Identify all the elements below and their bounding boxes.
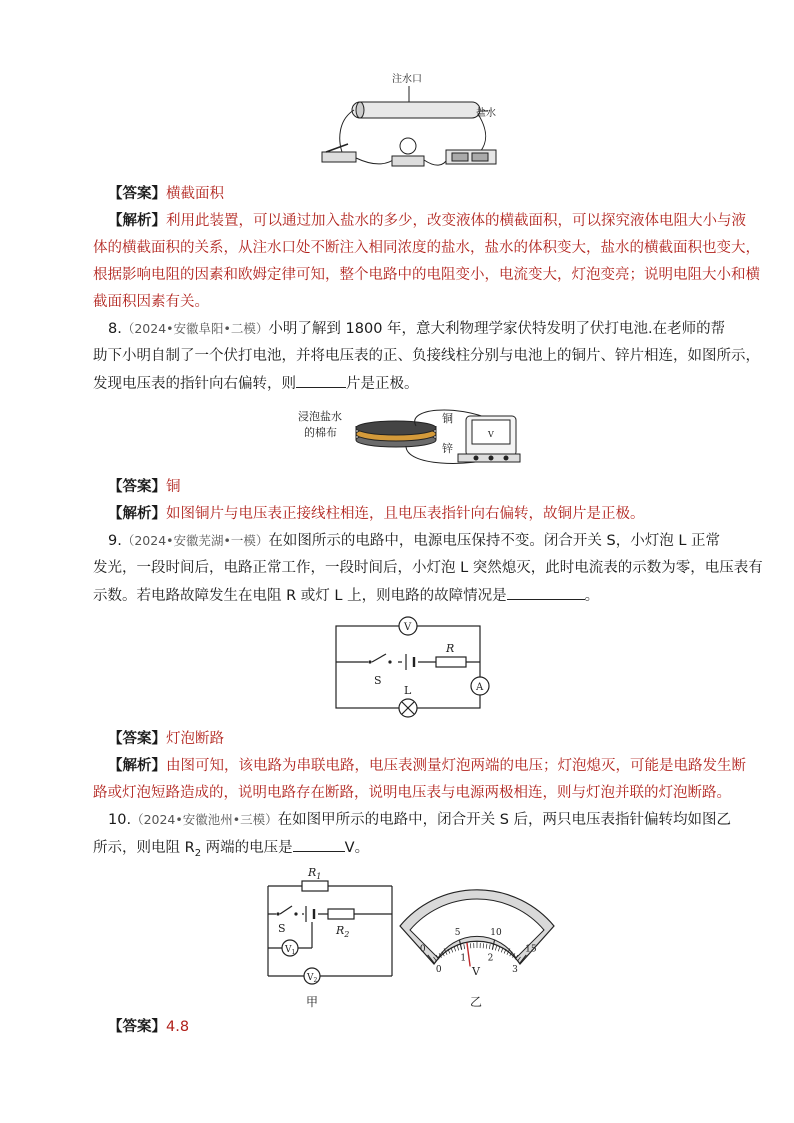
dial-tick (486, 944, 487, 949)
q8-stem-line-2: 助下小明自制了一个伏打电池，并将电压表的正、负接线柱分别与电池上的铜片、锌片相连，如图所示， (93, 348, 760, 364)
copper-label: 铜 (442, 412, 453, 425)
q9-stem-line-1: 9.（2024•安徽芜湖•一模）在如图所示的电路中，电源电压保持不变。闭合开关 S，小灯泡 L 正常 (108, 533, 721, 549)
copper-plate-shape (356, 421, 436, 435)
dial-tick (454, 947, 456, 952)
dial-inner-label: 2 (487, 953, 494, 964)
dial-outer-label: 15 (525, 944, 537, 955)
q9-analysis-line-1: 【解析】由图可知，该电路为串联电路，电压表测量灯泡两端的电压；灯泡熄灭，可能是电路发生断 (108, 758, 746, 774)
q10-answer-blank[interactable] (293, 837, 345, 852)
q10-s-label: S (278, 922, 286, 935)
q9-r-label: R (446, 642, 455, 655)
svg-text:V: V (404, 622, 412, 633)
bulb-shape (400, 138, 416, 154)
tube-shape (352, 102, 480, 118)
q9-s-label: S (374, 674, 382, 687)
q10-circuit-jia-figure (262, 862, 402, 1012)
dial-tick (457, 946, 458, 951)
switch-shape (322, 152, 356, 162)
q9-resistor-r (436, 657, 466, 667)
q9-analysis-line-2: 路或灯泡短路造成的，说明电路存在断路，说明电压表与电源两极相连，则与灯泡并联的灯泡断路。 (93, 785, 731, 801)
q9-l-label: L (404, 684, 412, 697)
svg-text:V2: $V_2$ (307, 973, 318, 984)
q7-answer: 【答案】横截面积 (108, 186, 224, 202)
dial-inner-label: 1 (460, 953, 467, 964)
q8-answer-blank[interactable] (296, 373, 346, 388)
dial-tick (489, 944, 490, 949)
dial-outer-label: 5 (454, 928, 461, 939)
dial-unit-label: V (472, 965, 480, 978)
q10-stem-line-2: 所示，则电阻 $R_2$ 两端的电压是 V。 (93, 837, 369, 864)
svg-text:V: V (488, 430, 494, 439)
voltaic-pile-figure (296, 404, 526, 470)
dial-needle (467, 943, 470, 967)
svg-text:R2: $R_2$ (336, 924, 350, 939)
q7-analysis-line-4: 截面积因素有关。 (93, 294, 209, 310)
inlet-label: 注水口 (392, 74, 422, 85)
caption-jia: 甲 (306, 995, 319, 1009)
dial-tick (498, 947, 500, 952)
bulb-base-shape (392, 156, 424, 166)
q9-circuit-figure (330, 614, 494, 720)
q9-stem-line-2: 发光，一段时间后，电路正常工作，一段时间后，小灯泡 L 突然熄灭，此时电流表的示数为零，电压表有 (93, 560, 763, 576)
q7-analysis-line-1: 【解析】利用此装置，可以通过加入盐水的多少，改变液体的横截面积，可以探究液体电阻大小与液 (108, 213, 746, 229)
q8-stem-line-3: 发现电压表的指针向右偏转，则 片是正极。 (93, 373, 419, 394)
q7-analysis-line-2: 体的横截面积的关系，从注水口处不断注入相同浓度的盐水，盐水的体积变大，盐水的横截面积也变大， (93, 240, 760, 256)
q10-stem-line-1: 10.（2024•安徽池州•三模）在如图甲所示的电路中，闭合开关 S 后，两只电压表指针偏转均如图乙 (108, 812, 732, 828)
q8-analysis: 【解析】如图铜片与电压表正接线柱相连，且电压表指针向右偏转，故铜片是正极。 (108, 506, 645, 522)
caption-yi: 乙 (470, 995, 483, 1009)
saltwater-label: 盐水 (476, 108, 496, 119)
dial-inner-label: 3 (512, 965, 518, 976)
q9-answer-blank[interactable] (507, 585, 585, 600)
q10-voltmeter-dial-figure (396, 880, 558, 1010)
saltwater-tube-figure (318, 70, 508, 178)
dial-tick (464, 944, 465, 949)
q9-answer: 【答案】灯泡断路 (108, 731, 224, 747)
q9-stem-line-3: 示数。若电路故障发生在电阻 R 或灯 L 上，则电路的故障情况是 。 (93, 585, 599, 606)
svg-text:V1: $V_1$ (285, 945, 296, 956)
cloth-label-2: 的棉布 (304, 426, 337, 439)
q7-analysis-line-3: 根据影响电阻的因素和欧姆定律可知，整个电路中的电阻变小，电流变大，灯泡变亮；说明电阻大小和横 (93, 267, 760, 283)
q10-answer: 【答案】4.8 (108, 1019, 190, 1035)
dial-outer-label: 0 (419, 944, 426, 955)
zinc-label: 锌 (442, 442, 453, 455)
q10-resistor-r2 (328, 909, 354, 919)
cloth-label-1: 浸泡盐水 (298, 410, 342, 423)
q8-stem-line-1: 8.（2024•安徽阜阳•二模）小明了解到 1800 年，意大利物理学家伏特发明了伏打电池.在老师的帮 (108, 321, 726, 337)
q8-answer: 【答案】铜 (108, 479, 181, 495)
dial-tick (495, 946, 496, 951)
q10-resistor-r1 (302, 881, 328, 891)
dial-outer-label: 10 (490, 928, 502, 939)
dial-inner-label: 0 (435, 965, 442, 976)
svg-text:R1: $R_1$ (308, 866, 322, 881)
svg-text:A: A (476, 682, 484, 693)
